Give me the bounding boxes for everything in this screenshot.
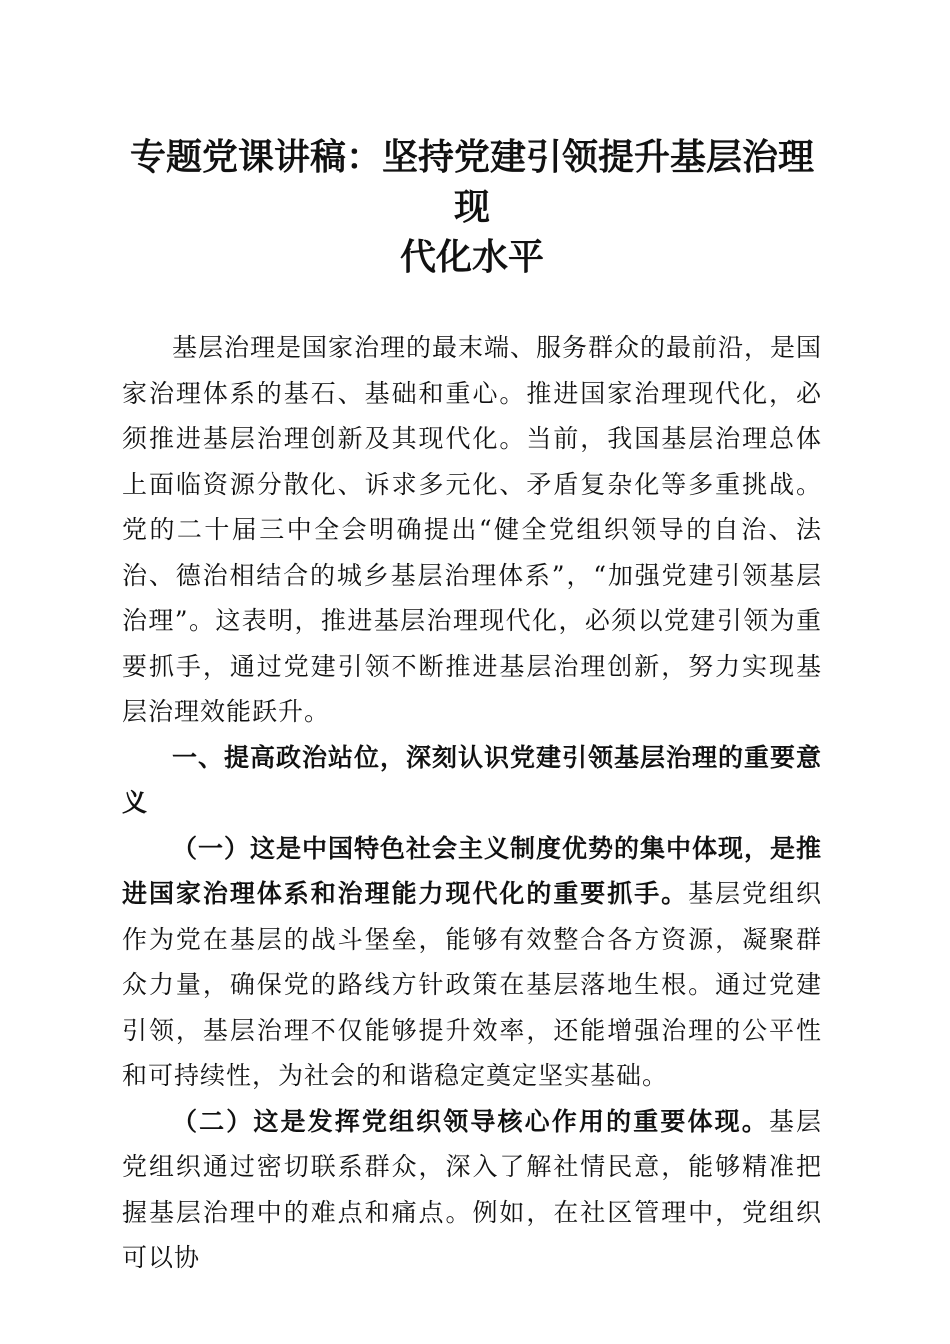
point-2-lead: （二）这是发挥党组织领导核心作用的重要体现。 [172,1106,769,1136]
point-2-body: 基层党组织通过密切联系群众，深入了解社情民意，能够精准把握基层治理中的难点和痛点。例如，在社区管理中，党组织可以协 [122,1106,822,1272]
point-1-paragraph [122,826,822,1099]
point-1-lead: （一）这是中国特色社会主义制度优势的集中体现，是推进国家治理体系和治理能力现代化的重要抓手。 [122,833,823,908]
document-title [122,133,822,283]
intro-paragraph: 基层治理是国家治理的最末端、服务群众的最前沿，是国家治理体系的基石、基础和重心。推进国家治理现代化，必须推进基层治理创新及其现代化。当前，我国基层治理总体上面临资源分散化、诉求多元化、矛盾复杂化等多重挑战。党的二十届三中全会明确提出“健全党组织领导的自治、法治、德治相结合的城乡基层治理体系”，“加强党建引领基层治理”。这表明，推进基层治理现代化，必须以党建引领为重要抓手，通过党建引领不断推进基层治理创新，努力实现基层治理效能跃升。 [122,333,823,726]
point-1-body: 基层党组织作为党在基层的战斗堡垒，能够有效整合各方资源，凝聚群众力量，确保党的路线方针政策在基层落地生根。通过党建引领，基层治理不仅能够提升效率，还能增强治理的公平性和可持续性，为社会的和谐稳定奠定坚实基础。 [122,879,822,1090]
title-line-2: 代化水平 [399,237,544,278]
point-2-paragraph [122,1099,822,1281]
section-heading-1: 一、提高政治站位，深刻认识党建引领基层治理的重要意义 [122,742,823,817]
title-line-1: 专题党课讲稿：坚持党建引领提升基层治理现 [129,137,814,228]
document-body [122,325,822,1281]
